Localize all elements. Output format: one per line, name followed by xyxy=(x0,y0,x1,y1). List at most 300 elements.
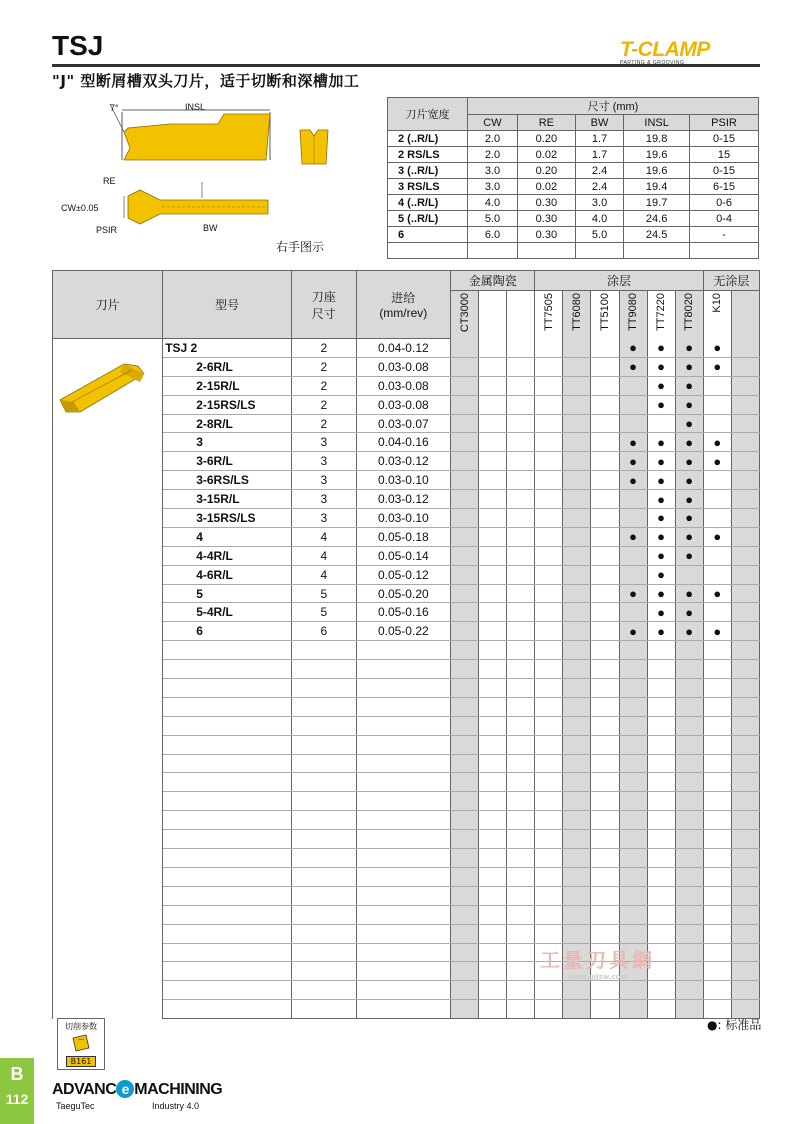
feed-cell xyxy=(356,962,451,981)
grade-cell xyxy=(619,886,647,905)
grade-cell xyxy=(451,490,479,509)
grade-cell xyxy=(731,962,759,981)
grade-cell xyxy=(563,471,591,490)
feed-cell: 0.03-0.12 xyxy=(356,452,451,471)
grade-cell xyxy=(479,867,507,886)
grade-cell xyxy=(731,943,759,962)
feed-cell xyxy=(356,849,451,868)
model-cell xyxy=(163,376,292,395)
grade-cell xyxy=(703,943,731,962)
header-model: 型号 xyxy=(163,271,292,339)
section-letter: B xyxy=(10,1064,24,1084)
feed-cell: 0.04-0.16 xyxy=(356,433,451,452)
grade-cell xyxy=(451,943,479,962)
standard-dot: ● xyxy=(647,565,675,584)
holder-size-cell xyxy=(292,792,356,811)
grade-cell xyxy=(591,603,619,622)
grade-cell xyxy=(479,584,507,603)
grade-cell xyxy=(703,716,731,735)
dims-cell: 0-4 xyxy=(690,211,759,227)
grade-cell xyxy=(563,849,591,868)
standard-dot: ● xyxy=(619,357,647,376)
holder-size-cell xyxy=(292,754,356,773)
watermark-url: www.gjjsw.com xyxy=(567,973,628,981)
grade-cell xyxy=(619,830,647,849)
grade-cell xyxy=(479,1000,507,1019)
grade-cell xyxy=(619,1000,647,1019)
grade-cell xyxy=(563,433,591,452)
model-code: 2-15RS/LS xyxy=(196,397,256,412)
grade-cell xyxy=(479,509,507,528)
grade-cell xyxy=(479,395,507,414)
standard-dot: ● xyxy=(647,395,675,414)
dims-row-name: 6 xyxy=(388,227,468,243)
grade-cell xyxy=(535,546,563,565)
standard-dot: ● xyxy=(647,433,675,452)
dims-row xyxy=(388,179,759,195)
grade-cell xyxy=(563,603,591,622)
grade-cell xyxy=(647,849,675,868)
model-cell xyxy=(163,471,292,490)
grade-cell xyxy=(451,603,479,622)
grade-cell xyxy=(647,811,675,830)
advance-machining-logo xyxy=(52,1080,222,1099)
model-code: 4-4R/L xyxy=(196,548,233,563)
holder-size-cell: 3 xyxy=(292,509,356,528)
grade-cell xyxy=(731,546,759,565)
grade-header xyxy=(535,291,563,339)
cutting-params-label: 切削参数 xyxy=(65,1022,97,1031)
grade-cell xyxy=(731,395,759,414)
brand-e-icon: e xyxy=(116,1080,134,1098)
grade-cell xyxy=(479,565,507,584)
grade-cell xyxy=(703,697,731,716)
grade-cell xyxy=(451,754,479,773)
grade-label: TT6080 xyxy=(570,293,583,331)
grade-cell xyxy=(535,509,563,528)
model-cell xyxy=(163,943,292,962)
feed-cell xyxy=(356,943,451,962)
grade-cell xyxy=(675,679,703,698)
grade-cell xyxy=(619,754,647,773)
dims-row xyxy=(388,147,759,163)
dims-col-header: PSIR xyxy=(690,115,759,131)
grade-cell xyxy=(647,641,675,660)
model-cell xyxy=(163,584,292,603)
dims-row-name: 3 (..R/L) xyxy=(388,163,468,179)
grade-cell xyxy=(507,565,535,584)
model-prefix: TSJ xyxy=(165,340,188,355)
dims-cell: - xyxy=(690,227,759,243)
grade-cell xyxy=(703,754,731,773)
grade-cell xyxy=(479,641,507,660)
grade-cell xyxy=(675,565,703,584)
cutting-params-box[interactable] xyxy=(57,1018,105,1070)
grade-cell xyxy=(535,357,563,376)
grade-cell xyxy=(535,527,563,546)
grade-header xyxy=(507,291,535,339)
standard-dot: ● xyxy=(619,584,647,603)
grade-cell xyxy=(535,754,563,773)
grade-header xyxy=(451,291,479,339)
model-cell xyxy=(163,660,292,679)
grade-cell xyxy=(535,735,563,754)
grade-cell xyxy=(591,641,619,660)
table-row xyxy=(53,339,760,358)
dims-row-name: 5 (..R/L) xyxy=(388,211,468,227)
grade-cell xyxy=(507,811,535,830)
grade-cell xyxy=(451,527,479,546)
grade-label: CT3000 xyxy=(458,293,471,333)
grade-cell xyxy=(731,716,759,735)
model-cell xyxy=(163,603,292,622)
grade-cell xyxy=(647,886,675,905)
standard-dot: ● xyxy=(647,622,675,641)
grade-label: TT5100 xyxy=(598,293,611,331)
grade-cell xyxy=(451,433,479,452)
grade-cell xyxy=(731,735,759,754)
grade-cell xyxy=(563,357,591,376)
dims-cell: 0-15 xyxy=(690,131,759,147)
model-cell xyxy=(163,792,292,811)
grade-cell xyxy=(451,697,479,716)
grade-cell xyxy=(563,490,591,509)
holder-size-cell: 4 xyxy=(292,527,356,546)
grade-label: TT7505 xyxy=(542,293,555,331)
standard-dot: ● xyxy=(619,527,647,546)
grade-cell xyxy=(703,962,731,981)
grade-cell xyxy=(703,641,731,660)
grade-cell xyxy=(563,546,591,565)
grade-cell xyxy=(563,376,591,395)
grade-cell xyxy=(703,471,731,490)
grade-cell xyxy=(535,622,563,641)
feed-cell xyxy=(356,735,451,754)
feed-cell: 0.05-0.22 xyxy=(356,622,451,641)
grade-cell xyxy=(535,773,563,792)
grade-cell xyxy=(451,546,479,565)
grade-cell xyxy=(619,735,647,754)
grade-cell xyxy=(563,452,591,471)
grade-cell xyxy=(451,660,479,679)
standard-dot: ● xyxy=(647,357,675,376)
grade-cell xyxy=(675,905,703,924)
grade-cell xyxy=(591,622,619,641)
grade-cell xyxy=(507,830,535,849)
grade-cell xyxy=(451,811,479,830)
grade-cell xyxy=(591,509,619,528)
dimensions-table xyxy=(387,97,759,259)
grade-cell xyxy=(731,490,759,509)
grade-cell xyxy=(479,603,507,622)
grade-cell xyxy=(619,414,647,433)
dims-row-name: 4 (..R/L) xyxy=(388,195,468,211)
grade-cell xyxy=(451,773,479,792)
dims-cell: 4.0 xyxy=(468,195,518,211)
grade-cell xyxy=(535,395,563,414)
standard-dot: ● xyxy=(675,357,703,376)
holder-size-cell xyxy=(292,830,356,849)
grade-cell xyxy=(591,527,619,546)
feed-cell: 0.03-0.10 xyxy=(356,509,451,528)
insl-label: INSL xyxy=(185,102,206,112)
dims-cell: 0.30 xyxy=(517,211,575,227)
standard-dot: ● xyxy=(675,339,703,358)
grade-cell xyxy=(731,452,759,471)
grade-cell xyxy=(507,433,535,452)
grade-cell xyxy=(563,527,591,546)
standard-dot: ● xyxy=(619,471,647,490)
dims-col-header: BW xyxy=(575,115,623,131)
model-code: 3-6R/L xyxy=(196,454,233,469)
holder-size-cell xyxy=(292,886,356,905)
model-code: 3-6RS/LS xyxy=(196,473,249,488)
grade-cell xyxy=(591,679,619,698)
grade-cell xyxy=(451,867,479,886)
standard-dot: ● xyxy=(675,376,703,395)
holder-size-cell xyxy=(292,773,356,792)
grade-cell xyxy=(563,716,591,735)
holder-size-cell: 2 xyxy=(292,357,356,376)
grade-cell xyxy=(451,1000,479,1019)
grade-cell xyxy=(731,471,759,490)
grade-cell xyxy=(507,641,535,660)
grade-cell xyxy=(507,509,535,528)
feed-cell: 0.05-0.16 xyxy=(356,603,451,622)
grade-cell xyxy=(591,452,619,471)
model-code: 3-15RS/LS xyxy=(196,510,256,525)
feed-cell xyxy=(356,773,451,792)
grade-cell xyxy=(507,660,535,679)
feed-cell xyxy=(356,754,451,773)
grade-cell xyxy=(507,981,535,1000)
holder-size-cell xyxy=(292,943,356,962)
grade-cell xyxy=(591,565,619,584)
holder-size-cell xyxy=(292,641,356,660)
feed-cell xyxy=(356,811,451,830)
standard-dot: ● xyxy=(675,452,703,471)
grade-header xyxy=(619,291,647,339)
grade-cell xyxy=(451,905,479,924)
brand-right: MACHINING xyxy=(134,1081,223,1098)
grade-cell xyxy=(731,924,759,943)
grade-cell xyxy=(479,527,507,546)
grade-header xyxy=(731,291,759,339)
t-clamp-logo xyxy=(620,38,762,64)
grade-cell xyxy=(703,981,731,1000)
grade-cell xyxy=(591,414,619,433)
grade-cell xyxy=(703,679,731,698)
grade-cell xyxy=(479,339,507,358)
grade-cell xyxy=(479,943,507,962)
model-cell xyxy=(163,830,292,849)
grade-cell xyxy=(675,641,703,660)
grade-cell xyxy=(703,395,731,414)
grade-cell xyxy=(731,357,759,376)
grade-cell xyxy=(731,565,759,584)
model-cell xyxy=(163,546,292,565)
dims-cell: 1.7 xyxy=(575,131,623,147)
standard-dot: ● xyxy=(675,414,703,433)
grade-cell xyxy=(591,697,619,716)
grade-cell xyxy=(731,679,759,698)
grade-cell xyxy=(535,660,563,679)
grade-cell xyxy=(507,905,535,924)
grade-header xyxy=(675,291,703,339)
standard-dot: ● xyxy=(647,490,675,509)
model-cell xyxy=(163,395,292,414)
grade-cell xyxy=(591,830,619,849)
dims-row xyxy=(388,227,759,243)
brand-sub-left: TaeguTec xyxy=(56,1101,95,1111)
grade-cell xyxy=(535,584,563,603)
standard-dot: ● xyxy=(619,452,647,471)
dims-cell: 19.6 xyxy=(624,147,690,163)
grade-cell xyxy=(451,414,479,433)
feed-cell xyxy=(356,679,451,698)
grade-label: TT9080 xyxy=(627,293,640,331)
grade-cell xyxy=(479,452,507,471)
grade-cell xyxy=(731,527,759,546)
grade-cell xyxy=(675,792,703,811)
grade-cell xyxy=(591,471,619,490)
grade-cell xyxy=(451,565,479,584)
grade-cell xyxy=(619,565,647,584)
feed-cell: 0.05-0.20 xyxy=(356,584,451,603)
grade-cell xyxy=(507,622,535,641)
grade-cell xyxy=(451,395,479,414)
grade-cell xyxy=(731,339,759,358)
cw-label: CW±0.05 xyxy=(61,203,99,213)
grade-cell xyxy=(675,1000,703,1019)
header-uncoated: 无涂层 xyxy=(703,271,759,291)
holder-size-cell: 6 xyxy=(292,622,356,641)
grade-cell xyxy=(535,433,563,452)
header-feed-line2: (mm/rev) xyxy=(379,306,428,320)
watermark xyxy=(540,944,655,981)
cutting-params-page[interactable]: B161 xyxy=(66,1056,96,1067)
grade-cell xyxy=(451,792,479,811)
re-label: RE xyxy=(103,176,116,186)
dims-cell: 24.6 xyxy=(624,211,690,227)
grade-cell xyxy=(535,679,563,698)
holder-size-cell xyxy=(292,679,356,698)
grade-cell xyxy=(563,679,591,698)
holder-size-cell xyxy=(292,735,356,754)
feed-cell: 0.04-0.12 xyxy=(356,339,451,358)
grade-cell xyxy=(703,867,731,886)
grade-cell xyxy=(731,849,759,868)
standard-dot: ● xyxy=(619,622,647,641)
grade-cell xyxy=(507,849,535,868)
grade-cell xyxy=(591,490,619,509)
grade-cell xyxy=(731,584,759,603)
grade-cell xyxy=(535,867,563,886)
holder-size-cell: 5 xyxy=(292,584,356,603)
dims-cell: 19.7 xyxy=(624,195,690,211)
grade-cell xyxy=(647,679,675,698)
dims-cell: 3.0 xyxy=(575,195,623,211)
grade-cell xyxy=(563,924,591,943)
grade-cell xyxy=(675,924,703,943)
grade-cell xyxy=(507,603,535,622)
model-code: 5-4R/L xyxy=(196,605,233,620)
grade-cell xyxy=(451,981,479,1000)
dims-row-name: 3 RS/LS xyxy=(388,179,468,195)
feed-cell xyxy=(356,886,451,905)
grade-cell xyxy=(731,811,759,830)
model-cell xyxy=(163,357,292,376)
grade-cell xyxy=(451,830,479,849)
grade-cell xyxy=(731,414,759,433)
dims-cell: 0.30 xyxy=(517,227,575,243)
standard-dot: ● xyxy=(647,546,675,565)
model-cell xyxy=(163,339,292,358)
holder-size-cell xyxy=(292,716,356,735)
standard-dot: ● xyxy=(675,584,703,603)
grade-cell xyxy=(731,830,759,849)
holder-size-cell xyxy=(292,697,356,716)
feed-cell: 0.03-0.08 xyxy=(356,376,451,395)
grade-cell xyxy=(731,622,759,641)
insert-top-diagram xyxy=(100,178,280,234)
standard-dot: ● xyxy=(675,622,703,641)
grade-cell xyxy=(619,641,647,660)
dims-cell: 0.02 xyxy=(517,179,575,195)
standard-dot: ● xyxy=(675,546,703,565)
standard-dot: ● xyxy=(619,339,647,358)
holder-size-cell: 2 xyxy=(292,395,356,414)
grade-cell xyxy=(535,830,563,849)
grade-cell xyxy=(451,584,479,603)
feed-cell xyxy=(356,1000,451,1019)
dims-group-header: 尺寸 (mm) xyxy=(468,98,759,115)
standard-dot: ● xyxy=(675,490,703,509)
standard-dot: ● xyxy=(675,395,703,414)
model-cell xyxy=(163,754,292,773)
grade-header xyxy=(703,291,731,339)
grade-cell xyxy=(591,754,619,773)
grade-cell xyxy=(703,830,731,849)
grade-cell xyxy=(731,660,759,679)
grade-cell xyxy=(563,395,591,414)
grade-cell xyxy=(675,754,703,773)
header-holder-line1: 刀座 xyxy=(311,289,336,304)
grade-cell xyxy=(647,792,675,811)
dims-row xyxy=(388,163,759,179)
grade-cell xyxy=(731,641,759,660)
grade-cell xyxy=(479,716,507,735)
grade-cell xyxy=(479,697,507,716)
grade-cell xyxy=(563,584,591,603)
insert-3d-image xyxy=(54,356,150,426)
grade-cell xyxy=(619,924,647,943)
holder-size-cell: 3 xyxy=(292,452,356,471)
model-cell xyxy=(163,811,292,830)
grade-label: TT7220 xyxy=(655,293,668,331)
dims-cell-empty xyxy=(690,243,759,259)
grade-cell xyxy=(703,905,731,924)
grade-cell xyxy=(535,792,563,811)
grade-cell xyxy=(591,716,619,735)
feed-cell xyxy=(356,905,451,924)
grade-cell xyxy=(591,773,619,792)
grade-cell xyxy=(563,886,591,905)
grade-cell xyxy=(479,546,507,565)
grade-cell xyxy=(535,1000,563,1019)
dims-cell-empty xyxy=(468,243,518,259)
grade-cell xyxy=(507,339,535,358)
